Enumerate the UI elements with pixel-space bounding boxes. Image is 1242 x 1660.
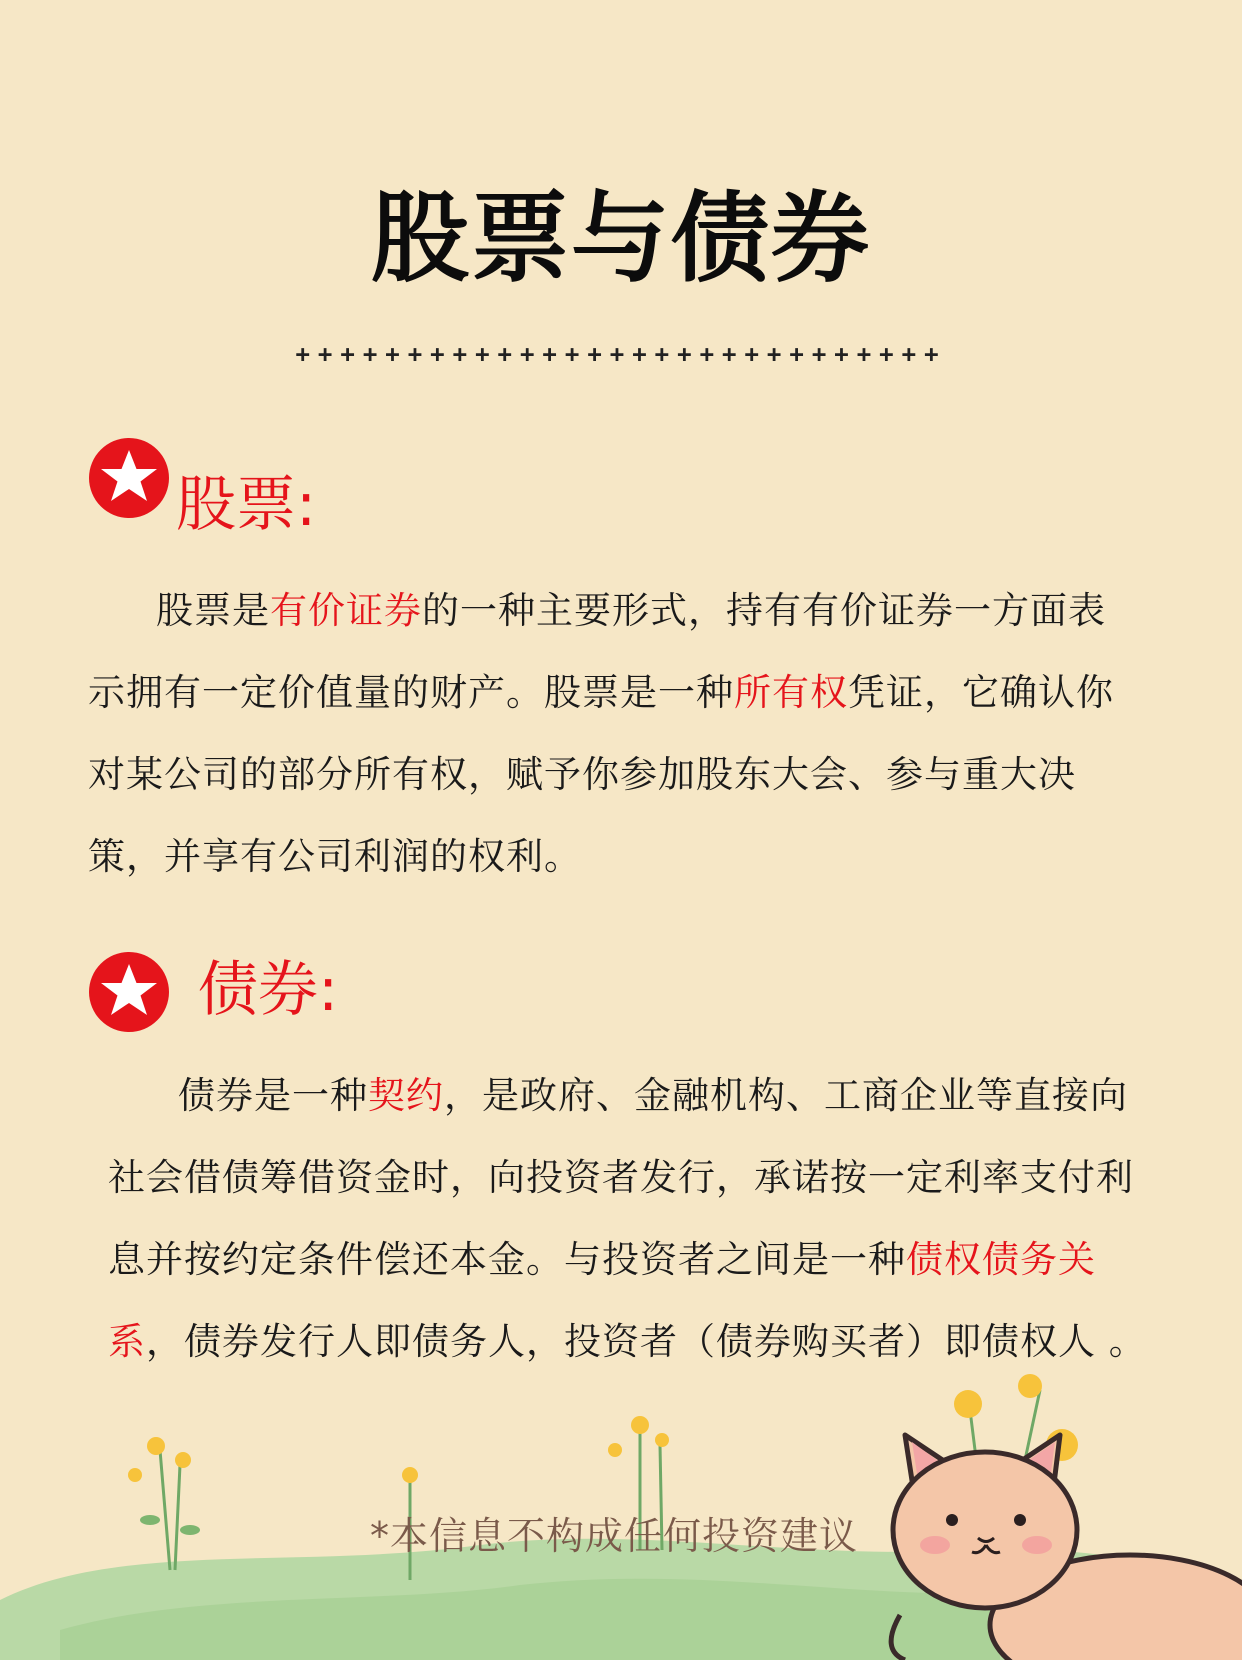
stock-highlight-1: 有价证券	[270, 589, 422, 632]
star-badge-icon	[89, 952, 169, 1032]
bond-text-3: ，债券发行人即债务人，投资者（债券购买者）即债权人 。	[146, 1320, 1147, 1363]
stock-text-2: 的一种主要形式，持有有价证券一方面表示拥有一定价值量的财产。股票是一种	[88, 589, 1106, 714]
page-title: 股票与债券	[370, 182, 871, 296]
bond-paragraph	[108, 1055, 1148, 1383]
section-heading-bond: 债券:	[198, 955, 339, 1025]
flower-icon	[128, 1437, 200, 1570]
stock-paragraph	[88, 570, 1128, 898]
section-heading-stock: 股票:	[176, 470, 317, 540]
disclaimer-text: *本信息不构成任何投资建议	[370, 1514, 859, 1558]
divider: +++++++++++++++++++++++++++++	[295, 340, 947, 368]
stock-text-3: 凭证，它确认你对某公司的部分所有权，赋予你参加股东大会、参与重大决策，并享有公司利润的权利。	[88, 671, 1114, 878]
stock-highlight-2: 所有权	[734, 671, 848, 714]
bond-highlight-2: 债权债务关系	[108, 1238, 1096, 1363]
stock-text-1: 股票是	[156, 589, 270, 632]
bond-highlight-1: 契约	[368, 1074, 444, 1117]
star-badge-icon	[89, 438, 169, 518]
bond-text-2: ，是政府、金融机构、工商企业等直接向社会借债筹借资金时，向投资者发行，承诺按一定利率支付利息并按约定条件偿还本金。与投资者之间是一种	[108, 1074, 1134, 1281]
bond-text-1: 债券是一种	[178, 1074, 368, 1117]
